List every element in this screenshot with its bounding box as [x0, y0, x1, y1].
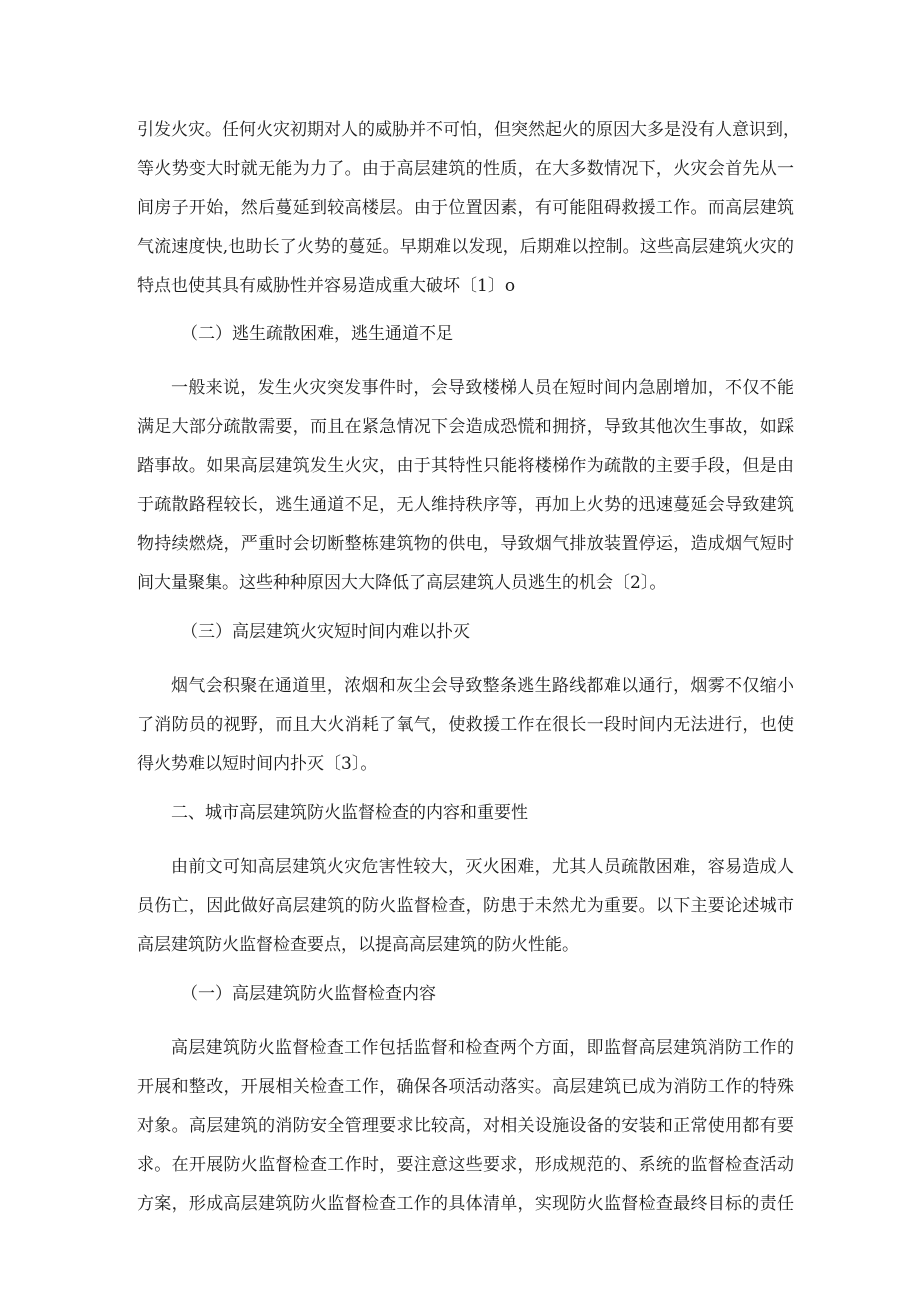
body-text-line: 烟气会积聚在通道里，浓烟和灰尘会导致整条逃生路线都难以通行，烟雾不仅缩小: [171, 676, 794, 696]
body-text-line: 踏事故。如果高层建筑发生火灾，由于其特性只能将楼梯作为疏散的主要手段，但是由: [137, 456, 794, 476]
body-text-line: 求。在开展防火监督检查工作时，要注意这些要求，形成规范的、系统的监督检查活动: [137, 1155, 794, 1175]
section-heading: （一）高层建筑防火监督检查内容: [181, 984, 436, 1004]
body-text-line: 员伤亡，因此做好高层建筑的防火监督检查，防患于未然尤为重要。以下主要论述城市: [137, 896, 794, 916]
body-text-line: 方案，形成高层建筑防火监督检查工作的具体清单，实现防火监督检查最终目标的责任: [137, 1194, 794, 1214]
section-heading: （二）逃生疏散困难，逃生通道不足: [181, 324, 453, 344]
body-text-line: 得火势难以短时间内扑灭〔3〕。: [137, 754, 378, 774]
section-heading: 二、城市高层建筑防火监督检查的内容和重要性: [171, 803, 528, 823]
body-text-line: 引发火灾。任何火灾初期对人的威胁并不可怕，但突然起火的原因大多是没有人意识到，: [137, 120, 800, 140]
body-text-line: 等火势变大时就无能为力了。由于高层建筑的性质，在大多数情况下，火灾会首先从一: [137, 159, 794, 179]
body-text-line: 物持续燃烧，严重时会切断整栋建筑物的供电，导致烟气排放装置停运，造成烟气短时: [137, 534, 794, 554]
body-text-line: 高层建筑防火监督检查要点，以提高高层建筑的防火性能。: [137, 935, 579, 955]
body-text-line: 对象。高层建筑的消防安全管理要求比较高，对相关设施设备的安装和正常使用都有要: [137, 1116, 794, 1136]
section-heading: （三）高层建筑火灾短时间内难以扑灭: [181, 622, 470, 642]
body-text-line: 了消防员的视野，而且大火消耗了氧气，使救援工作在很长一段时间内无法进行，也使: [137, 715, 794, 735]
body-text-line: 间大量聚集。这些种种原因大大降低了高层建筑人员逃生的机会〔2〕。: [137, 573, 667, 593]
body-text-line: 开展和整改，开展相关检查工作，确保各项活动落实。高层建筑已成为消防工作的特殊: [137, 1077, 794, 1097]
body-text-line: 满足大部分疏散需要，而且在紧急情况下会造成恐慌和拥挤，导致其他次生事故，如踩: [137, 417, 794, 437]
body-text-line: 气流速度快,也助长了火势的蔓延。早期难以发现，后期难以控制。这些高层建筑火灾的: [137, 237, 794, 257]
body-text-line: 一般来说，发生火灾突发事件时，会导致楼梯人员在短时间内急剧增加，不仅不能: [171, 378, 794, 398]
body-text-line: 于疏散路程较长，逃生通道不足，无人维持秩序等，再加上火势的迅速蔓延会导致建筑: [137, 495, 794, 515]
body-text-line: 高层建筑防火监督检查工作包括监督和检查两个方面，即监督高层建筑消防工作的: [171, 1038, 794, 1058]
body-text-line: 由前文可知高层建筑火灾危害性较大，灭火困难，尤其人员疏散困难，容易造成人: [171, 857, 794, 877]
body-text-line: 特点也使其具有威胁性并容易造成重大破坏〔1〕o: [137, 276, 516, 296]
body-text-line: 间房子开始，然后蔓延到较高楼层。由于位置因素，有可能阻碍救援工作。而高层建筑: [137, 198, 794, 218]
